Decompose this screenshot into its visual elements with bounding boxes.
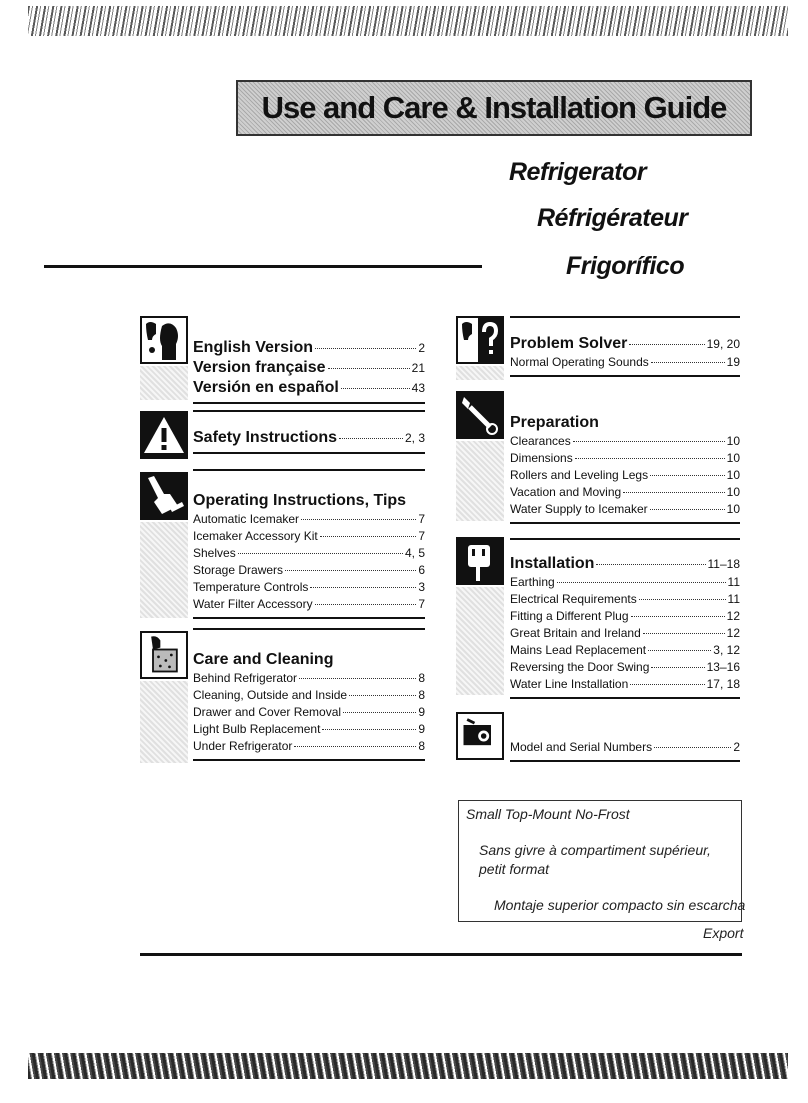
toc-entry[interactable]: Normal Operating Sounds 19 <box>510 355 740 369</box>
toc-entry[interactable]: Fitting a Different Plug 12 <box>510 609 740 623</box>
safety-section <box>193 410 425 454</box>
shade-strip <box>456 441 504 521</box>
care-section <box>193 628 425 761</box>
guide-title: Use and Care & Installation Guide <box>261 90 727 125</box>
toc-entry-model-serial[interactable]: Model and Serial Numbers 2 <box>510 740 740 754</box>
toc-entry[interactable]: Clearances 10 <box>510 434 740 448</box>
section-rule <box>510 697 740 699</box>
operating-section <box>193 469 425 619</box>
question-mark-icon <box>456 316 504 364</box>
toc-entry[interactable]: Rollers and Leveling Legs 10 <box>510 468 740 482</box>
toc-entry-installation[interactable]: Installation 11–18 <box>510 555 740 572</box>
model-section <box>510 739 740 762</box>
section-rule <box>193 759 425 761</box>
toc-entry[interactable]: Water Line Installation 17, 18 <box>510 677 740 691</box>
toc-entry[interactable]: Icemaker Accessory Kit 7 <box>193 529 425 543</box>
toc-entry[interactable]: Storage Drawers 6 <box>193 563 425 577</box>
footer-rule <box>140 953 742 956</box>
toc-entry[interactable]: Shelves 4, 5 <box>193 546 425 560</box>
model-line-english: Small Top-Mount No-Frost <box>466 806 630 822</box>
section-rule <box>193 628 425 630</box>
title-spanish: Frigorífico <box>566 252 685 280</box>
header-rule <box>44 265 482 268</box>
toc-entry-safety[interactable]: Safety Instructions 2, 3 <box>193 429 425 446</box>
camera-tag-icon <box>456 712 504 760</box>
toc-entry[interactable]: Electrical Requirements 11 <box>510 592 740 606</box>
title-french: Réfrigérateur <box>537 204 688 232</box>
languages-section <box>193 338 425 404</box>
shade-strip <box>140 522 188 618</box>
section-rule <box>193 617 425 619</box>
preparation-section <box>510 413 740 524</box>
toc-entry-spanish[interactable]: Versión en español 43 <box>193 379 425 396</box>
toc-entry[interactable]: Water Filter Accessory 7 <box>193 597 425 611</box>
toc-entry[interactable]: Reversing the Door Swing 13–16 <box>510 660 740 674</box>
section-rule <box>193 469 425 471</box>
scan-noise-bottom <box>28 1053 788 1079</box>
section-rule <box>510 316 740 318</box>
toc-entry[interactable]: Earthing 11 <box>510 575 740 589</box>
model-line-french-1: Sans givre à compartiment supérieur, <box>479 842 711 858</box>
shade-strip <box>140 366 188 400</box>
tool-icon <box>456 391 504 439</box>
toc-entry[interactable]: Behind Refrigerator 8 <box>193 671 425 685</box>
shade-strip <box>140 681 188 763</box>
toc-entry[interactable]: Under Refrigerator 8 <box>193 739 425 753</box>
section-rule <box>510 760 740 762</box>
toc-entry[interactable]: Water Supply to Icemaker 10 <box>510 502 740 516</box>
toc-entry[interactable]: Great Britain and Ireland 12 <box>510 626 740 640</box>
guide-title-banner <box>236 80 752 136</box>
section-rule <box>510 522 740 524</box>
model-line-spanish: Montaje superior compacto sin escarcha <box>494 897 746 913</box>
operating-title: Operating Instructions, Tips <box>193 492 407 509</box>
section-rule <box>510 375 740 377</box>
hand-pressing-icon <box>140 472 188 520</box>
toc-entry[interactable]: Automatic Icemaker 7 <box>193 512 425 526</box>
toc-entry[interactable]: Vacation and Moving 10 <box>510 485 740 499</box>
problem-section <box>510 316 740 377</box>
section-rule <box>193 410 425 412</box>
section-rule <box>193 402 425 404</box>
toc-entry[interactable]: Mains Lead Replacement 3, 12 <box>510 643 740 657</box>
warning-icon <box>140 411 188 459</box>
installation-section <box>510 538 740 699</box>
model-line-french-2: petit format <box>479 861 550 877</box>
toc-entry[interactable]: Cleaning, Outside and Inside 8 <box>193 688 425 702</box>
toc-entry[interactable]: Drawer and Cover Removal 9 <box>193 705 425 719</box>
scan-noise-top <box>28 6 788 36</box>
toc-entry[interactable]: Dimensions 10 <box>510 451 740 465</box>
sponge-cleaning-icon <box>140 631 188 679</box>
toc-entry[interactable]: Temperature Controls 3 <box>193 580 425 594</box>
title-english: Refrigerator <box>509 158 647 186</box>
shade-strip <box>456 587 504 695</box>
preparation-title: Preparation <box>510 414 599 431</box>
speaking-person-icon <box>140 316 188 364</box>
export-label: Export <box>703 925 744 941</box>
shade-strip <box>456 366 504 380</box>
toc-entry-french[interactable]: Version française 21 <box>193 359 425 376</box>
toc-entry-problem-solver[interactable]: Problem Solver 19, 20 <box>510 335 740 352</box>
toc-entry-english[interactable]: English Version 2 <box>193 339 425 356</box>
section-rule <box>193 452 425 454</box>
care-title: Care and Cleaning <box>193 651 334 668</box>
toc-entry[interactable]: Light Bulb Replacement 9 <box>193 722 425 736</box>
power-plug-icon <box>456 537 504 585</box>
section-rule <box>510 538 740 540</box>
